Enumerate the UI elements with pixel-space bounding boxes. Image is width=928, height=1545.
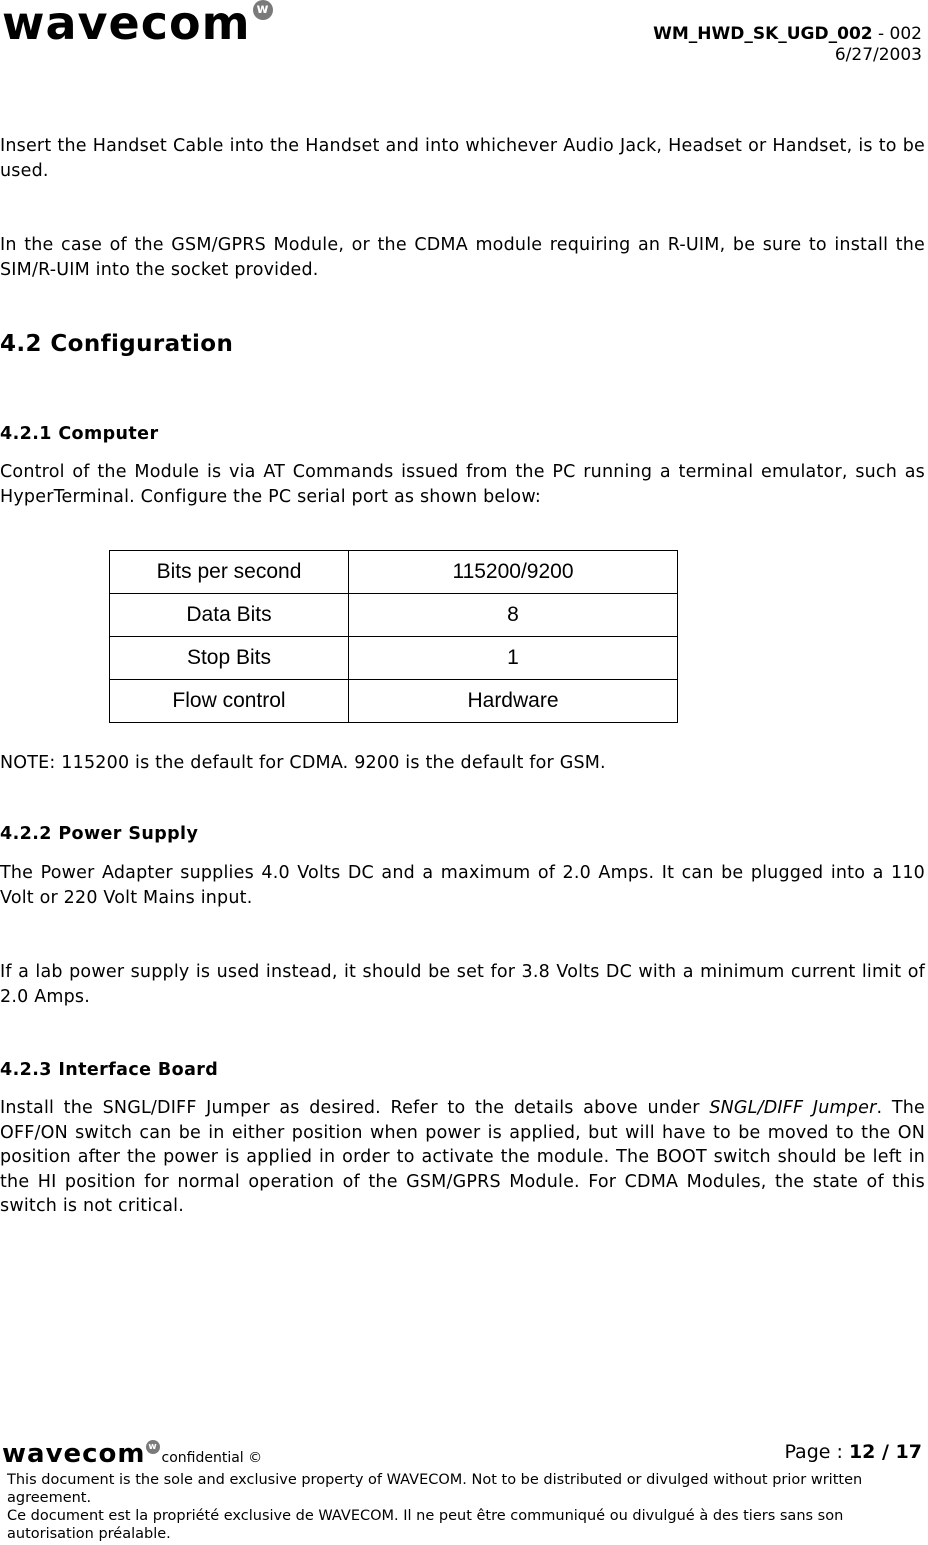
confidential-label: confidential © (161, 1450, 263, 1466)
footer-logo (2, 1440, 262, 1468)
table-cell-value: 8 (349, 594, 678, 637)
section-heading-configuration: 4.2 Configuration (0, 331, 234, 357)
footer-logo-wordmark: wavecom (2, 1439, 146, 1469)
table-cell-value: 115200/9200 (349, 551, 678, 594)
legal-notice-english: This document is the sole and exclusive property of WAVECOM. Not to be distributed or divulged without prior written agreement. (7, 1472, 863, 1506)
sngl-diff-jumper-reference: SNGL/DIFF Jumper (709, 1098, 877, 1118)
table-row (110, 680, 678, 723)
subsection-heading-computer: 4.2.1 Computer (0, 424, 159, 444)
table-cell-label: Flow control (110, 680, 349, 723)
table-cell-label: Data Bits (110, 594, 349, 637)
page-count: 12 / 17 (848, 1441, 922, 1463)
power-paragraph-lab-supply: If a lab power supply is used instead, it should be set for 3.8 Volts DC with a minimum current limit of 2.0 Amps. (0, 962, 925, 1007)
serial-port-settings-table (109, 550, 678, 723)
subsection-heading-power-supply: 4.2.2 Power Supply (0, 824, 199, 844)
doc-revision: - 002 (872, 24, 922, 44)
power-paragraph-adapter: The Power Adapter supplies 4.0 Volts DC and a maximum of 2.0 Amps. It can be plugged into a 110 Volt or 220 Volt Mains input. (0, 863, 925, 908)
page-label: Page : (784, 1441, 849, 1463)
doc-code: WM_HWD_SK_UGD_002 (653, 24, 873, 44)
intro-paragraph-handset: Insert the Handset Cable into the Handset and into whichever Audio Jack, Headset or Handset, is to be used. (0, 136, 925, 181)
interface-text-start: Install the SNGL/DIFF Jumper as desired. Refer to the details above under (0, 1098, 710, 1118)
baud-rate-note: NOTE: 115200 is the default for CDMA. 9200 is the default for GSM. (0, 753, 606, 773)
table-cell-value: 1 (349, 637, 678, 680)
doc-date: 6/27/2003 (834, 45, 922, 65)
intro-paragraph-sim: In the case of the GSM/GPRS Module, or the CDMA module requiring an R-UIM, be sure to install the SIM/R-UIM into the socket provided. (0, 235, 925, 280)
interface-paragraph (0, 1096, 925, 1219)
computer-paragraph: Control of the Module is via AT Commands issued from the PC running a terminal emulator, such as HyperTerminal. Configure the PC serial port as shown below: (0, 462, 925, 507)
table-cell-label: Bits per second (110, 551, 349, 594)
table-row (110, 594, 678, 637)
table-row (110, 551, 678, 594)
logo-wordmark: wavecom (2, 0, 251, 50)
wavecom-logo (2, 0, 273, 50)
table-cell-label: Stop Bits (110, 637, 349, 680)
interface-text-end: . The OFF/ON switch can be in either position when power is applied, but will have to be moved to the ON position after the power is applied in order to activate the module. The BOOT switch should be left in the HI position for normal operation of the GSM/GPRS Module. For CDMA Modules, the state of this switch is not critical. (0, 1098, 925, 1216)
subsection-heading-interface-board: 4.2.3 Interface Board (0, 1060, 219, 1080)
page-number (784, 1441, 922, 1463)
logo-emblem-icon: w (253, 0, 273, 20)
legal-notice-french: Ce document est la propriété exclusive de WAVECOM. Il ne peut être communiqué ou divulgué à des tiers sans son autorisation préalable. (7, 1508, 844, 1542)
table-cell-value: Hardware (349, 680, 678, 723)
footer-logo-emblem-icon: w (146, 1440, 160, 1454)
table-row (110, 637, 678, 680)
document-reference (653, 24, 922, 66)
